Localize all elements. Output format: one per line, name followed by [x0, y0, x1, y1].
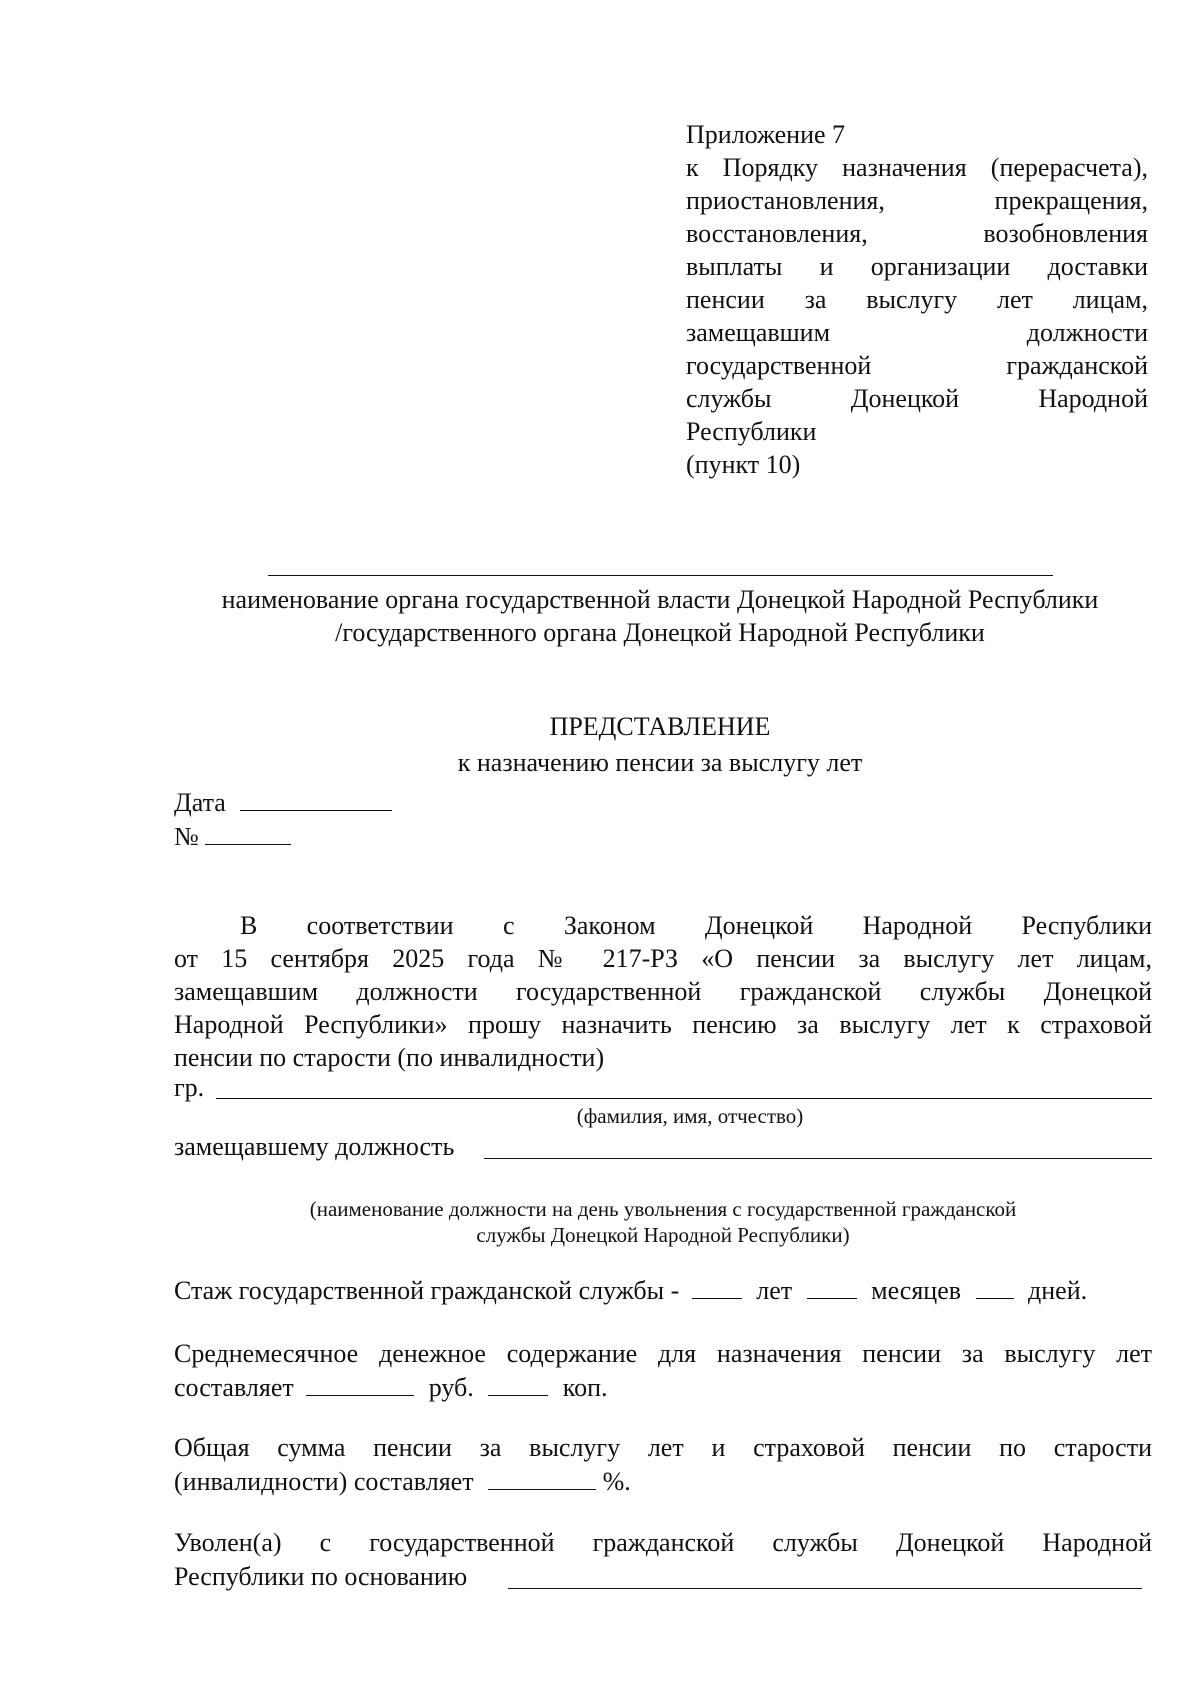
number-row: [174, 822, 291, 852]
rub-field[interactable]: [306, 1373, 414, 1396]
days-label: дней.: [1028, 1276, 1088, 1305]
total-line1: Общая сумма пенсии за выслугу лет и страховой пенсии по старости: [174, 1433, 1152, 1462]
paragraph-line: В соответствии с Законом Донецкой Народной Республики: [240, 911, 1152, 940]
dismissed-prefix: Республики по основанию: [174, 1562, 468, 1591]
date-label: Дата: [174, 788, 226, 817]
total-prefix: (инвалидности) составляет: [174, 1467, 474, 1496]
rub-label: руб.: [428, 1373, 474, 1402]
number-field[interactable]: [205, 822, 291, 845]
citizen-caption: (фамилия, имя, отчество): [576, 1104, 804, 1128]
salary-row: [174, 1373, 608, 1403]
appendix-line: государственной гражданской: [686, 351, 1148, 380]
main-paragraph: [174, 911, 1152, 1076]
position-caption-line2: службы Донецкой Народной Республики): [476, 1223, 850, 1247]
dismissal-reason-field[interactable]: [508, 1588, 1142, 1589]
appendix-point: (пункт 10): [686, 450, 801, 479]
years-label: лет: [756, 1276, 793, 1305]
date-field[interactable]: [240, 788, 392, 811]
appendix-block: [686, 120, 1148, 483]
position-field[interactable]: [484, 1158, 1152, 1159]
kop-field[interactable]: [488, 1373, 548, 1396]
position-caption-line1: (наименование должности на день увольнения с государственной гражданской: [309, 1197, 1017, 1221]
position-caption: [174, 1196, 1152, 1248]
position-label: замещавшему должность: [174, 1132, 455, 1161]
document-title: ПРЕДСТАВЛЕНИЕ: [549, 712, 771, 741]
service-row: [174, 1276, 1087, 1306]
citizen-name-field[interactable]: [216, 1098, 1152, 1099]
appendix-line: пенсии за выслугу лет лицам,: [686, 285, 1148, 314]
appendix-line: службы Донецкой Народной: [686, 384, 1148, 413]
service-label: Стаж государственной гражданской службы -: [174, 1276, 680, 1305]
paragraph-line: Народной Республики» прошу назначить пенсию за выслугу лет к страховой: [174, 1010, 1152, 1039]
dismissed-line1: Уволен(а) с государственной гражданской службы Донецкой Народной: [174, 1528, 1152, 1557]
years-field[interactable]: [692, 1276, 742, 1299]
organ-caption-line1: наименование органа государственной власти Донецкой Народной Республики: [221, 585, 1099, 614]
heading: [120, 712, 1200, 778]
months-field[interactable]: [807, 1276, 857, 1299]
days-field[interactable]: [976, 1276, 1014, 1299]
kop-label: коп.: [562, 1373, 608, 1402]
appendix-line: Республики: [686, 417, 817, 446]
organ-caption: [120, 585, 1200, 651]
number-label: №: [174, 822, 199, 851]
appendix-line: восстановления, возобновления: [686, 219, 1148, 248]
appendix-line: к Порядку назначения (перерасчета),: [686, 153, 1148, 182]
percent-field[interactable]: [488, 1467, 596, 1490]
salary-prefix: составляет: [174, 1373, 294, 1402]
organ-name-line: [268, 575, 1053, 576]
total-row: [174, 1467, 631, 1497]
appendix-title: Приложение 7: [686, 120, 846, 149]
dismissed-row: [174, 1562, 467, 1592]
appendix-line: выплаты и организации доставки: [686, 252, 1148, 281]
months-label: месяцев: [871, 1276, 962, 1305]
percent-label: %.: [602, 1467, 631, 1496]
organ-caption-line2: /государственного органа Донецкой Народной Республики: [335, 618, 985, 647]
salary-line1: Среднемесячное денежное содержание для назначения пенсии за выслугу лет: [174, 1339, 1152, 1368]
paragraph-line: пенсии по старости (по инвалидности): [174, 1043, 605, 1072]
citizen-label: гр.: [174, 1073, 205, 1102]
appendix-line: замещавшим должности: [686, 318, 1148, 347]
date-row: [174, 788, 392, 818]
paragraph-line: от 15 сентября 2025 года № 217-РЗ «О пенсии за выслугу лет лицам,: [174, 944, 1152, 973]
paragraph-line: замещавшим должности государственной гражданской службы Донецкой: [174, 977, 1152, 1006]
appendix-line: приостановления, прекращения,: [686, 186, 1148, 215]
document-subtitle: к назначению пенсии за выслугу лет: [457, 748, 863, 777]
